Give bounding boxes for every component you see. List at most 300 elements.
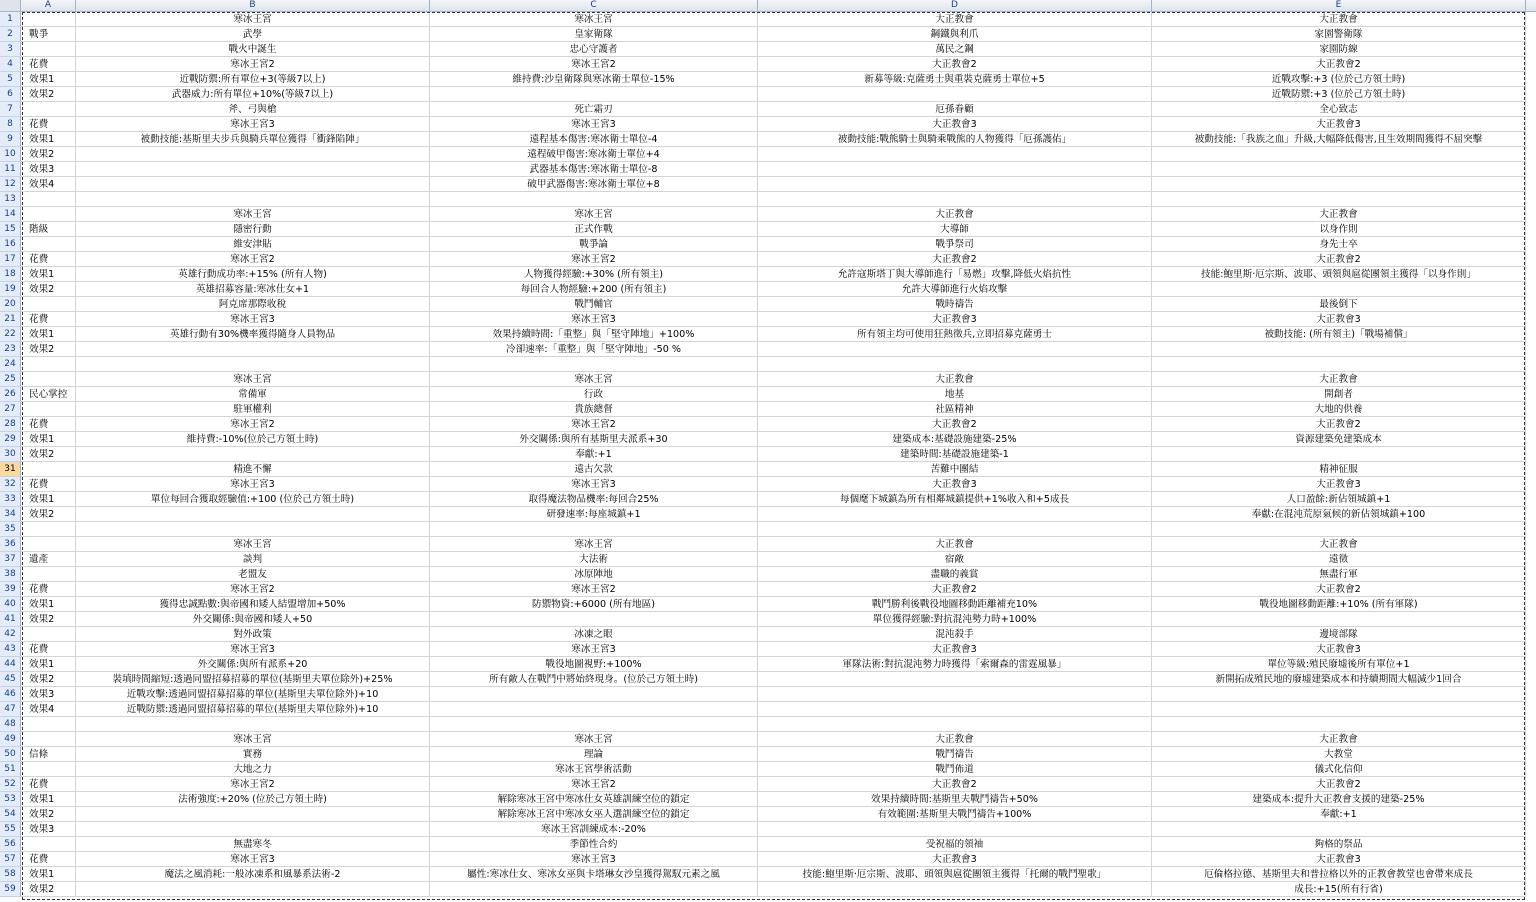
cell-c[interactable]: 行政 [430,387,758,402]
row-header[interactable]: 3 [0,42,21,57]
row-header[interactable]: 15 [0,222,21,237]
cell-e[interactable]: 新開拓成殖民地的廢墟建築成本和持續期間大幅減少1回合 [1152,672,1526,687]
cell-b[interactable]: 精進不懈 [76,462,430,477]
cell-a[interactable]: 信條 [21,747,76,762]
cell-c[interactable]: 寒冰王宮 [430,372,758,387]
cell-a[interactable]: 效果2 [21,807,76,822]
cell-c[interactable]: 防禦物資:+6000 (所有地區) [430,597,758,612]
cell-b[interactable]: 單位每回合獲取經驗值:+100 (位於己方領土時) [76,492,430,507]
cell-a[interactable]: 效果2 [21,282,76,297]
cell-a[interactable] [21,522,76,537]
cell-b[interactable]: 裝填時間縮短:透過同盟招募招募的單位(基斯里夫單位除外)+25% [76,672,430,687]
row-header[interactable]: 16 [0,237,21,252]
cell-b[interactable] [76,447,430,462]
cell-a[interactable]: 花費 [21,57,76,72]
row-header[interactable]: 4 [0,57,21,72]
cell-c[interactable]: 外交關係:與所有基斯里夫派系+30 [430,432,758,447]
cell-b[interactable]: 近戰防禦:透過同盟招募招募的單位(基斯里夫單位除外)+10 [76,702,430,717]
cell-e[interactable]: 大正教會 [1152,732,1526,747]
cell-c[interactable]: 人物獲得經驗:+30% (所有領主) [430,267,758,282]
cell-a[interactable] [21,102,76,117]
cell-b[interactable]: 寒冰王宮3 [76,852,430,867]
cell-d[interactable] [758,672,1152,687]
cell-a[interactable]: 戰爭 [21,27,76,42]
row-header[interactable]: 11 [0,162,21,177]
cell-a[interactable] [21,627,76,642]
cell-b[interactable]: 獲得忠誠點數:與帝國和矮人結盟增加+50% [76,597,430,612]
cell-d[interactable] [758,882,1152,897]
column-header-c[interactable]: C [430,0,758,11]
cell-b[interactable]: 維持費:-10%(位於己方領土時) [76,432,430,447]
cell-a[interactable]: 花費 [21,642,76,657]
cell-c[interactable] [430,882,758,897]
cell-a[interactable]: 花費 [21,312,76,327]
cell-a[interactable]: 效果1 [21,597,76,612]
cell-c[interactable]: 忠心守護者 [430,42,758,57]
row-header[interactable]: 50 [0,747,21,762]
cell-c[interactable]: 奉獻:+1 [430,447,758,462]
cell-b[interactable]: 寒冰王宮2 [76,582,430,597]
cell-d[interactable]: 建築成本:基礎設施建築-25% [758,432,1152,447]
cell-a[interactable] [21,12,76,27]
cell-e[interactable]: 大正教會2 [1152,417,1526,432]
cell-d[interactable]: 戰鬥勝利後戰役地圖移動距離補充10% [758,597,1152,612]
cell-b[interactable]: 寒冰王宮 [76,732,430,747]
cell-d[interactable]: 大正教會 [758,537,1152,552]
row-header[interactable]: 22 [0,327,21,342]
cell-c[interactable]: 貴族總督 [430,402,758,417]
row-header[interactable]: 2 [0,27,21,42]
cell-c[interactable]: 冷卻速率:「重整」與「堅守陣地」-50 % [430,342,758,357]
cell-c[interactable]: 寒冰王宮2 [430,777,758,792]
cell-e[interactable]: 大地的供養 [1152,402,1526,417]
cell-c[interactable]: 季節性合約 [430,837,758,852]
cell-a[interactable]: 花費 [21,252,76,267]
row-header[interactable]: 47 [0,702,21,717]
cell-d[interactable]: 苦難中團結 [758,462,1152,477]
cell-b[interactable]: 無盡寒冬 [76,837,430,852]
cell-a[interactable] [21,42,76,57]
cell-c[interactable]: 寒冰王宮 [430,207,758,222]
cell-b[interactable]: 近戰攻擊:透過同盟招募招募的單位(基斯里夫單位除外)+10 [76,687,430,702]
cell-e[interactable]: 開創者 [1152,387,1526,402]
cell-a[interactable]: 效果1 [21,792,76,807]
cell-d[interactable]: 允許大導師進行火焰攻擊 [758,282,1152,297]
cell-e[interactable] [1152,147,1526,162]
row-header[interactable]: 19 [0,282,21,297]
row-header[interactable]: 32 [0,477,21,492]
cell-d[interactable]: 大正教會3 [758,852,1152,867]
cell-d[interactable]: 大導師 [758,222,1152,237]
cell-d[interactable]: 軍隊法術:對抗混沌勢力時獲得「索爾森的雷霆風暴」 [758,657,1152,672]
cell-b[interactable]: 寒冰王宮 [76,372,430,387]
cell-e[interactable]: 大正教會3 [1152,117,1526,132]
cell-e[interactable]: 全心致志 [1152,102,1526,117]
row-header[interactable]: 20 [0,297,21,312]
cell-b[interactable]: 實務 [76,747,430,762]
cell-e[interactable]: 夠格的祭品 [1152,837,1526,852]
cell-d[interactable]: 大正教會3 [758,477,1152,492]
cell-c[interactable]: 武器基本傷害:寒冰衛士單位-8 [430,162,758,177]
cell-a[interactable] [21,567,76,582]
cell-b[interactable]: 寒冰王宮 [76,537,430,552]
row-header[interactable]: 37 [0,552,21,567]
cell-d[interactable]: 大正教會3 [758,312,1152,327]
cell-c[interactable] [430,357,758,372]
row-header[interactable]: 44 [0,657,21,672]
cell-d[interactable]: 大正教會2 [758,582,1152,597]
cell-e[interactable]: 大正教會 [1152,12,1526,27]
cell-c[interactable]: 寒冰王宮訓練成本:-20% [430,822,758,837]
row-header[interactable]: 58 [0,867,21,882]
cell-c[interactable]: 寒冰王宮2 [430,417,758,432]
row-header[interactable]: 45 [0,672,21,687]
cell-d[interactable]: 萬民之鋼 [758,42,1152,57]
cell-d[interactable]: 戰鬥禱告 [758,747,1152,762]
cell-b[interactable]: 隱密行動 [76,222,430,237]
cell-a[interactable]: 花費 [21,852,76,867]
cell-b[interactable] [76,717,430,732]
cell-b[interactable] [76,507,430,522]
row-header[interactable]: 6 [0,87,21,102]
row-header[interactable]: 9 [0,132,21,147]
cell-c[interactable]: 寒冰王宮3 [430,852,758,867]
cell-a[interactable]: 效果1 [21,327,76,342]
cell-e[interactable]: 大正教會3 [1152,477,1526,492]
row-header[interactable]: 43 [0,642,21,657]
cell-a[interactable]: 效果2 [21,612,76,627]
cell-b[interactable]: 常備軍 [76,387,430,402]
cell-e[interactable]: 單位等級:殖民廢墟後所有單位+1 [1152,657,1526,672]
cell-e[interactable]: 戰役地圖移動距離:+10% (所有軍隊) [1152,597,1526,612]
cell-a[interactable]: 效果2 [21,147,76,162]
cell-d[interactable] [758,522,1152,537]
cell-a[interactable]: 效果2 [21,342,76,357]
row-header[interactable]: 42 [0,627,21,642]
cell-b[interactable]: 英雄招募容量:寒冰仕女+1 [76,282,430,297]
row-header[interactable]: 18 [0,267,21,282]
cell-d[interactable] [758,687,1152,702]
cell-c[interactable] [430,702,758,717]
row-header[interactable]: 53 [0,792,21,807]
row-header[interactable]: 23 [0,342,21,357]
cell-e[interactable] [1152,177,1526,192]
cell-c[interactable]: 寒冰王宮3 [430,117,758,132]
cell-c[interactable]: 正式作戰 [430,222,758,237]
cell-b[interactable]: 魔法之風消耗:一般冰凍系和風暴系法術-2 [76,867,430,882]
cell-d[interactable]: 大正教會2 [758,777,1152,792]
cell-e[interactable]: 儀式化信仰 [1152,762,1526,777]
column-header-e[interactable]: E [1152,0,1526,11]
row-header[interactable]: 48 [0,717,21,732]
cell-a[interactable]: 效果2 [21,447,76,462]
cell-b[interactable]: 法術強度:+20% (位於己方領土時) [76,792,430,807]
cell-c[interactable]: 研發速率:每座城鎮+1 [430,507,758,522]
cell-c[interactable] [430,192,758,207]
cell-d[interactable]: 厄孫眷顧 [758,102,1152,117]
cell-a[interactable]: 效果1 [21,432,76,447]
cell-e[interactable]: 邊境部隊 [1152,627,1526,642]
row-header[interactable]: 27 [0,402,21,417]
cell-c[interactable]: 冰原陣地 [430,567,758,582]
cell-e[interactable] [1152,357,1526,372]
cell-b[interactable]: 對外政策 [76,627,430,642]
row-header[interactable]: 31 [0,462,21,477]
cell-c[interactable]: 每回合人物經驗:+200 (所有領主) [430,282,758,297]
cell-e[interactable]: 被動技能: (所有領主)「戰場補償」 [1152,327,1526,342]
cell-b[interactable] [76,177,430,192]
cell-a[interactable]: 效果1 [21,132,76,147]
cell-a[interactable] [21,402,76,417]
row-header[interactable]: 8 [0,117,21,132]
cell-a[interactable]: 效果4 [21,177,76,192]
cell-a[interactable]: 效果2 [21,882,76,897]
row-header[interactable]: 51 [0,762,21,777]
cell-b[interactable]: 寒冰王宮 [76,12,430,27]
cell-d[interactable]: 大正教會3 [758,642,1152,657]
cell-c[interactable]: 寒冰王宮 [430,12,758,27]
cell-d[interactable] [758,87,1152,102]
cell-d[interactable]: 社區精神 [758,402,1152,417]
cell-e[interactable]: 大教堂 [1152,747,1526,762]
cell-e[interactable]: 人口盈餘:新佔領城鎮+1 [1152,492,1526,507]
cell-c[interactable]: 戰役地圖視野:+100% [430,657,758,672]
row-header[interactable]: 5 [0,72,21,87]
row-header[interactable]: 54 [0,807,21,822]
row-header[interactable]: 28 [0,417,21,432]
cell-c[interactable] [430,522,758,537]
cell-b[interactable] [76,342,430,357]
cell-b[interactable] [76,807,430,822]
cell-d[interactable]: 混沌殺手 [758,627,1152,642]
cell-d[interactable]: 所有領主均可使用狂熱徵兵,立即招募克薩勇士 [758,327,1152,342]
cell-a[interactable]: 花費 [21,477,76,492]
cell-b[interactable]: 阿克席那際收稅 [76,297,430,312]
cell-e[interactable]: 大正教會2 [1152,57,1526,72]
cell-a[interactable]: 民心掌控 [21,387,76,402]
row-header[interactable]: 30 [0,447,21,462]
cell-c[interactable]: 戰爭論 [430,237,758,252]
row-header[interactable]: 52 [0,777,21,792]
cell-a[interactable] [21,357,76,372]
cell-e[interactable] [1152,717,1526,732]
cell-b[interactable]: 談判 [76,552,430,567]
cell-e[interactable]: 大正教會3 [1152,312,1526,327]
cell-b[interactable]: 寒冰王宮3 [76,477,430,492]
column-header-b[interactable]: B [76,0,430,11]
cell-d[interactable] [758,147,1152,162]
cell-e[interactable] [1152,822,1526,837]
cell-a[interactable]: 效果3 [21,162,76,177]
cell-c[interactable] [430,717,758,732]
cell-c[interactable] [430,687,758,702]
cell-e[interactable] [1152,687,1526,702]
cell-d[interactable]: 大正教會2 [758,252,1152,267]
cell-c[interactable]: 寒冰王宮 [430,732,758,747]
cell-e[interactable]: 厄倫格拉德、基斯里夫和普拉格以外的正教會教堂也會帶來成長 [1152,867,1526,882]
cell-c[interactable] [430,87,758,102]
cell-e[interactable]: 大正教會 [1152,207,1526,222]
cell-e[interactable]: 近戰攻擊:+3 (位於己方領土時) [1152,72,1526,87]
cell-b[interactable]: 老盟友 [76,567,430,582]
cell-b[interactable]: 寒冰王宮2 [76,252,430,267]
cell-b[interactable]: 維安津貼 [76,237,430,252]
cell-c[interactable]: 冰凍之眼 [430,627,758,642]
cell-c[interactable]: 死亡霜刃 [430,102,758,117]
cell-a[interactable] [21,297,76,312]
cell-a[interactable] [21,537,76,552]
cell-e[interactable]: 大正教會3 [1152,852,1526,867]
cell-c[interactable]: 維持費:沙皇衛隊與寒冰衛士單位-15% [430,72,758,87]
cell-b[interactable]: 寒冰王宮2 [76,777,430,792]
row-header[interactable]: 24 [0,357,21,372]
cell-a[interactable]: 效果1 [21,267,76,282]
row-header[interactable]: 1 [0,12,21,27]
row-header[interactable]: 17 [0,252,21,267]
row-header[interactable]: 26 [0,387,21,402]
row-header[interactable]: 21 [0,312,21,327]
cell-a[interactable]: 遺產 [21,552,76,567]
cell-c[interactable]: 遠古欠款 [430,462,758,477]
cell-c[interactable]: 遠程基本傷害:寒冰衛士單位-4 [430,132,758,147]
cell-b[interactable] [76,147,430,162]
row-header[interactable]: 39 [0,582,21,597]
cell-e[interactable] [1152,192,1526,207]
cell-d[interactable]: 技能:鮑里斯·厄宗斯、波耶、頭領與扈從團領主獲得「托爾的戰鬥聖歌」 [758,867,1152,882]
row-header[interactable]: 57 [0,852,21,867]
cell-a[interactable] [21,237,76,252]
cell-a[interactable] [21,717,76,732]
cell-c[interactable]: 寒冰王宮2 [430,252,758,267]
cell-e[interactable]: 家園警衛隊 [1152,27,1526,42]
cell-b[interactable]: 寒冰王宮3 [76,312,430,327]
cell-d[interactable]: 大正教會2 [758,417,1152,432]
row-header[interactable]: 41 [0,612,21,627]
cell-b[interactable] [76,822,430,837]
cell-e[interactable]: 技能:鮑里斯·厄宗斯、波耶、頭領與扈從團領主獲得「以身作則」 [1152,267,1526,282]
cell-d[interactable] [758,717,1152,732]
cell-b[interactable]: 寒冰王宮2 [76,417,430,432]
row-header[interactable]: 34 [0,507,21,522]
cell-c[interactable] [430,612,758,627]
cell-e[interactable]: 最後倒下 [1152,297,1526,312]
cell-e[interactable] [1152,702,1526,717]
cell-c[interactable]: 寒冰王宮學術活動 [430,762,758,777]
cell-a[interactable] [21,372,76,387]
cell-c[interactable]: 取得魔法物品機率:每回合25% [430,492,758,507]
cell-b[interactable]: 近戰防禦:所有單位+3(等級7以上) [76,72,430,87]
cell-a[interactable] [21,462,76,477]
cell-a[interactable] [21,837,76,852]
cell-d[interactable] [758,162,1152,177]
cell-a[interactable]: 階級 [21,222,76,237]
row-header[interactable]: 14 [0,207,21,222]
row-header[interactable]: 56 [0,837,21,852]
cell-c[interactable]: 解除寒冰王宮中寒冰女巫人選訓練空位的鎖定 [430,807,758,822]
cell-d[interactable]: 單位獲得經驗:對抗混沌勢力時+100% [758,612,1152,627]
cell-a[interactable]: 效果1 [21,72,76,87]
cell-c[interactable]: 理論 [430,747,758,762]
row-header[interactable]: 10 [0,147,21,162]
cell-b[interactable]: 英雄行動成功率:+15% (所有人物) [76,267,430,282]
cell-d[interactable]: 大正教會3 [758,117,1152,132]
cell-a[interactable]: 效果2 [21,507,76,522]
cell-e[interactable]: 大正教會3 [1152,642,1526,657]
cell-d[interactable]: 允許寇斯塔丁與大導師進行「易燃」攻擊,降低火焰抗性 [758,267,1152,282]
cell-a[interactable]: 花費 [21,417,76,432]
cell-c[interactable]: 遠程破甲傷害:寒冰衛士單位+4 [430,147,758,162]
row-header[interactable]: 36 [0,537,21,552]
cell-b[interactable] [76,192,430,207]
column-header-a[interactable]: A [21,0,76,11]
cell-b[interactable]: 武學 [76,27,430,42]
cell-e[interactable] [1152,612,1526,627]
cell-d[interactable] [758,342,1152,357]
cell-b[interactable]: 被動技能:基斯里夫步兵與騎兵單位獲得「衝鋒陷陣」 [76,132,430,147]
cell-c[interactable]: 寒冰王宮 [430,537,758,552]
cell-b[interactable]: 斧、弓與槍 [76,102,430,117]
cell-d[interactable] [758,822,1152,837]
cell-e[interactable] [1152,342,1526,357]
row-header[interactable]: 29 [0,432,21,447]
cell-d[interactable]: 鋼鐵與利爪 [758,27,1152,42]
cell-a[interactable]: 效果1 [21,657,76,672]
cell-d[interactable]: 大正教會 [758,207,1152,222]
cell-d[interactable]: 建築時間:基礎設施建築-1 [758,447,1152,462]
cell-d[interactable]: 大正教會 [758,12,1152,27]
cell-e[interactable] [1152,522,1526,537]
cell-b[interactable]: 寒冰王宮2 [76,57,430,72]
row-header[interactable]: 59 [0,882,21,897]
cell-e[interactable]: 無盡行軍 [1152,567,1526,582]
cell-d[interactable]: 大正教會 [758,372,1152,387]
cell-c[interactable]: 戰鬥輔官 [430,297,758,312]
cell-a[interactable]: 花費 [21,117,76,132]
cell-d[interactable]: 大正教會2 [758,57,1152,72]
cell-c[interactable]: 屬性:寒冰仕女、寒冰女巫與卡塔琳女沙皇獲得駕馭元素之風 [430,867,758,882]
cell-e[interactable]: 建築成本:提升大正教會支援的建築-25% [1152,792,1526,807]
cell-d[interactable]: 盡職的義賞 [758,567,1152,582]
cell-b[interactable]: 英雄行動有30%機率獲得隨身人員物品 [76,327,430,342]
cell-e[interactable]: 大正教會 [1152,537,1526,552]
cell-a[interactable]: 花費 [21,582,76,597]
cell-e[interactable]: 大正教會 [1152,372,1526,387]
cell-b[interactable] [76,162,430,177]
cell-a[interactable]: 效果3 [21,687,76,702]
cell-d[interactable]: 受祝福的領袖 [758,837,1152,852]
cell-c[interactable]: 皇家衛隊 [430,27,758,42]
cell-c[interactable]: 破甲武器傷害:寒冰衛士單位+8 [430,177,758,192]
cell-d[interactable] [758,702,1152,717]
cell-d[interactable]: 戰鬥佈道 [758,762,1152,777]
cell-e[interactable]: 遠徵 [1152,552,1526,567]
cell-b[interactable]: 戰火中誕生 [76,42,430,57]
cell-c[interactable]: 寒冰王宮3 [430,642,758,657]
cell-e[interactable]: 家園防線 [1152,42,1526,57]
row-header[interactable]: 55 [0,822,21,837]
cell-b[interactable]: 寒冰王宮3 [76,642,430,657]
row-header[interactable]: 25 [0,372,21,387]
row-header[interactable]: 40 [0,597,21,612]
cell-e[interactable]: 身先士卒 [1152,237,1526,252]
row-header[interactable]: 33 [0,492,21,507]
cell-c[interactable]: 效果持續時間:「重整」與「堅守陣地」+100% [430,327,758,342]
cell-d[interactable]: 宿敵 [758,552,1152,567]
cell-b[interactable] [76,357,430,372]
row-header[interactable]: 7 [0,102,21,117]
cell-b[interactable]: 武器威力:所有單位+10%(等級7以上) [76,87,430,102]
cell-e[interactable]: 資源建築免建築成本 [1152,432,1526,447]
